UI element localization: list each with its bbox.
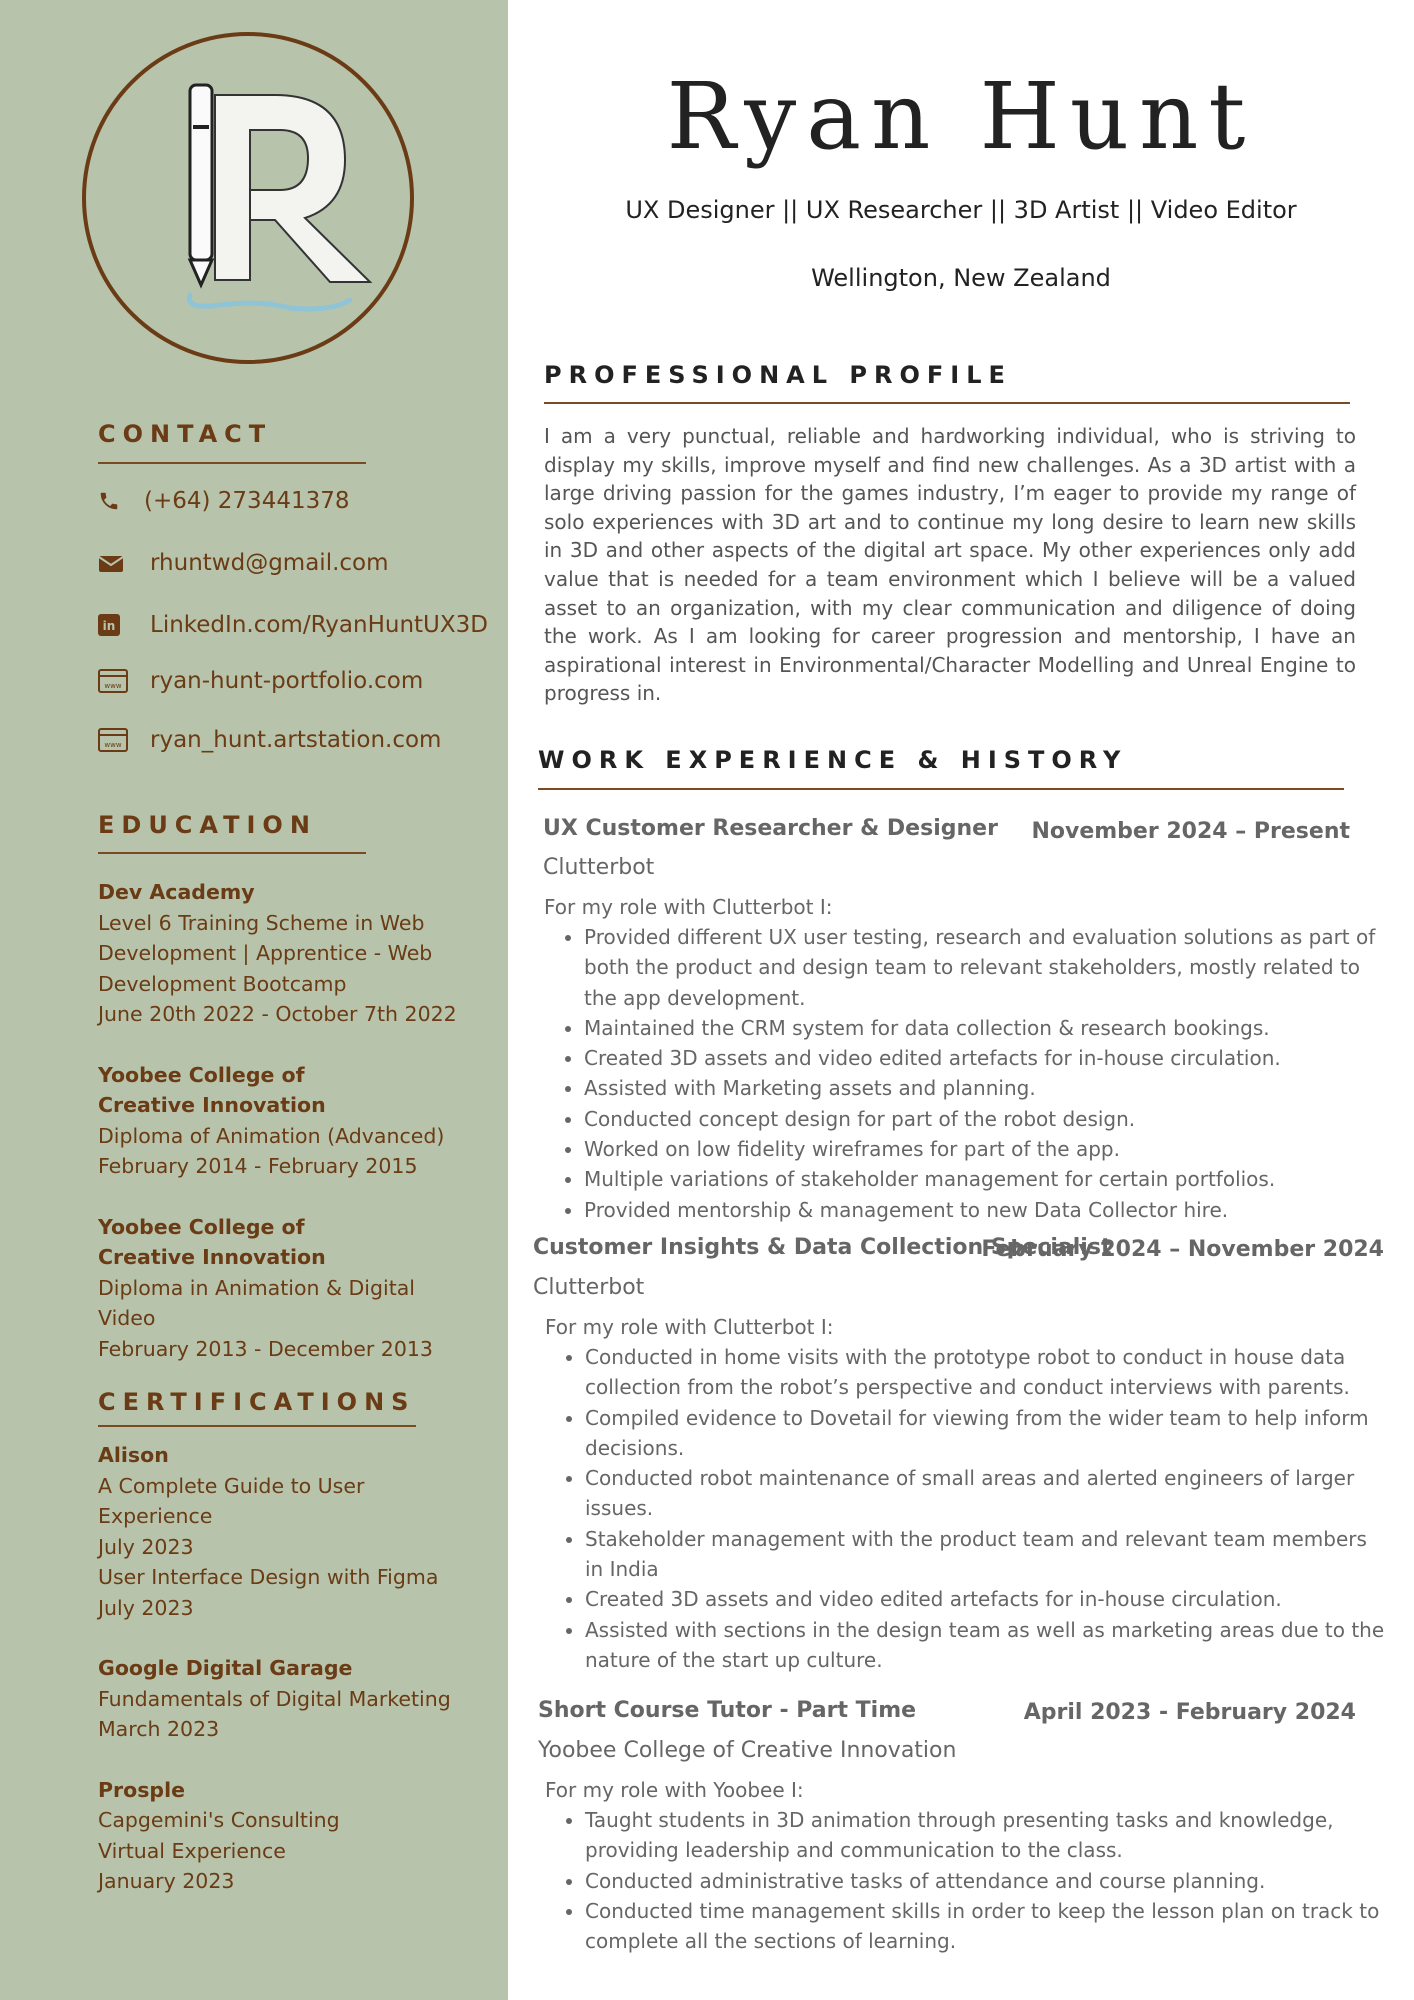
education-program: Level 6 Training Scheme in Web Development | Apprentice - Web Development Bootcamp xyxy=(98,910,433,996)
sidebar xyxy=(0,0,508,2000)
education-dates: June 20th 2022 - October 7th 2022 xyxy=(98,1002,457,1026)
certification-date: July 2023 xyxy=(98,1595,194,1620)
job-dates: April 2023 - February 2024 xyxy=(1023,1700,1356,1725)
contact-portfolio-text: ryan-hunt-portfolio.com xyxy=(150,668,424,694)
education-dates: February 2013 - December 2013 xyxy=(98,1336,433,1361)
profile-divider xyxy=(544,402,1350,404)
certification-issuer: Alison xyxy=(98,1443,169,1467)
candidate-name: Ryan Hunt xyxy=(666,63,1256,170)
certification-course: Fundamentals of Digital Marketing xyxy=(98,1686,451,1711)
list-item: • Maintained the CRM system for data collection & research bookings. xyxy=(584,1013,1384,1043)
certification-issuer: Google Digital Garage xyxy=(98,1656,353,1680)
certification-entry xyxy=(98,1653,478,1745)
job-company: Clutterbot xyxy=(543,855,655,880)
contact-heading: CONTACT xyxy=(98,420,273,448)
education-entry xyxy=(98,1060,478,1182)
list-item: • Conducted concept design for part of the robot design. xyxy=(584,1104,1384,1134)
list-item: • Conducted administrative tasks of attendance and course planning. xyxy=(585,1866,1385,1896)
certification-entry xyxy=(98,1440,478,1623)
certification-course: User Interface Design with Figma xyxy=(98,1565,439,1589)
job-responsibilities xyxy=(545,1342,1385,1675)
work-divider xyxy=(538,788,1344,790)
email-icon xyxy=(98,550,130,576)
svg-text:www: www xyxy=(104,741,122,749)
certification-date: July 2023 xyxy=(98,1534,194,1559)
contact-phone[interactable] xyxy=(98,486,350,516)
job-responsibilities xyxy=(544,922,1384,1225)
certification-entry xyxy=(98,1775,478,1897)
list-item: • Created 3D assets and video edited artefacts for in-house circulation. xyxy=(584,1043,1384,1073)
website-icon xyxy=(98,668,130,694)
list-item: • Taught students in 3D animation through presenting tasks and knowledge, providing leadership and communication to the class. xyxy=(585,1805,1385,1866)
list-item: • Conducted time management skills in order to keep the lesson plan on track to complete all the sections of learning. xyxy=(585,1896,1385,1957)
certifications-divider xyxy=(98,1425,416,1427)
svg-text:www: www xyxy=(104,682,122,690)
profile-heading: PROFESSIONAL PROFILE xyxy=(544,361,1012,389)
job-company: Clutterbot xyxy=(533,1275,645,1300)
education-entry xyxy=(98,1212,478,1365)
job-title: Customer Insights & Data Collection Specialist xyxy=(533,1235,1112,1260)
education-heading: EDUCATION xyxy=(98,811,317,839)
job-intro: For my role with Clutterbot I: xyxy=(544,895,833,919)
list-item: • Conducted in home visits with the prototype robot to conduct in house data collection from the robot’s perspective and conduct interviews with parents. xyxy=(585,1342,1385,1403)
linkedin-icon xyxy=(98,612,130,638)
job-title: UX Customer Researcher & Designer xyxy=(543,816,998,841)
certifications-list xyxy=(98,1440,478,1927)
education-institution: Yoobee College of Creative Innovation xyxy=(98,1214,326,1269)
phone-icon xyxy=(98,488,130,514)
list-item: • Stakeholder management with the product team and relevant team members in India xyxy=(585,1524,1385,1585)
candidate-roles: UX Designer || UX Researcher || 3D Artist || Video Editor xyxy=(625,196,1297,224)
education-program: Diploma in Animation & Digital Video xyxy=(98,1275,415,1330)
job-responsibilities xyxy=(545,1805,1385,1956)
profile-text: I am a very punctual, reliable and hardworking individual, who is striving to display my skills, improve myself and find new challenges. As a 3D artist with a large driving passion for the games industry, I’m eager to provide my range of solo experiences with 3D art and to continue my long desire to learn new skills in 3D and other aspects of the digital art space. My other experiences only add value that is needed for a team environment which I believe will be a valued asset to an organization, with my clear communication and diligence of doing the work. As I am looking for career progression and mentorship, I have an aspirational interest in Environmental/Character Modelling and Unreal Engine to progress in. xyxy=(544,424,1356,706)
education-institution: Dev Academy xyxy=(98,880,255,904)
education-entry xyxy=(98,877,478,1030)
list-item: • Assisted with sections in the design team as well as marketing areas due to the nature of the start up culture. xyxy=(585,1615,1385,1676)
job-company: Yoobee College of Creative Innovation xyxy=(538,1738,957,1763)
candidate-location: Wellington, New Zealand xyxy=(811,264,1111,292)
education-program: Diploma of Animation (Advanced) xyxy=(98,1123,445,1148)
education-divider xyxy=(98,852,366,854)
certification-course: Capgemini's Consulting Virtual Experience xyxy=(98,1808,340,1863)
job-intro: For my role with Yoobee I: xyxy=(545,1778,804,1802)
contact-artstation-text: ryan_hunt.artstation.com xyxy=(150,727,442,753)
contact-linkedin[interactable] xyxy=(98,610,488,640)
list-item: • Provided mentorship & management to new Data Collector hire. xyxy=(584,1195,1384,1225)
list-item: • Created 3D assets and video edited artefacts for in-house circulation. xyxy=(585,1584,1385,1614)
contact-phone-text: (+64) 273441378 xyxy=(144,488,350,514)
list-item: • Compiled evidence to Dovetail for viewing from the wider team to help inform decisions. xyxy=(585,1403,1385,1464)
contact-artstation[interactable] xyxy=(98,725,441,755)
list-item: • Assisted with Marketing assets and planning. xyxy=(584,1073,1384,1103)
certification-issuer: Prosple xyxy=(98,1777,186,1802)
svg-text:in: in xyxy=(102,619,116,633)
education-institution: Yoobee College of Creative Innovation xyxy=(98,1062,326,1117)
certifications-heading: CERTIFICATIONS xyxy=(98,1388,416,1416)
list-item: • Worked on low fidelity wireframes for part of the app. xyxy=(584,1134,1384,1164)
contact-email-text: rhuntwd@gmail.com xyxy=(150,550,389,576)
job-intro: For my role with Clutterbot I: xyxy=(545,1315,834,1339)
contact-divider xyxy=(98,462,366,464)
list-item: • Multiple variations of stakeholder management for certain portfolios. xyxy=(584,1164,1384,1194)
contact-email[interactable] xyxy=(98,548,389,578)
job-dates: February 2024 – November 2024 xyxy=(981,1237,1384,1262)
contact-portfolio[interactable] xyxy=(98,666,423,696)
website-icon xyxy=(98,727,130,753)
work-heading: WORK EXPERIENCE & HISTORY xyxy=(538,746,1128,774)
list-item: • Provided different UX user testing, research and evaluation solutions as part of both the product and design team to relevant stakeholders, mostly related to the app development. xyxy=(584,922,1384,1013)
certification-date: March 2023 xyxy=(98,1717,220,1741)
logo xyxy=(80,30,416,366)
contact-linkedin-text: LinkedIn.com/RyanHuntUX3D xyxy=(150,612,488,638)
list-item: • Conducted robot maintenance of small areas and alerted engineers of larger issues. xyxy=(585,1463,1385,1524)
education-list xyxy=(98,877,478,1394)
job-dates: November 2024 – Present xyxy=(1031,819,1350,844)
certification-date: January 2023 xyxy=(98,1869,235,1893)
job-title: Short Course Tutor - Part Time xyxy=(538,1698,917,1723)
education-dates: February 2014 - February 2015 xyxy=(98,1154,418,1178)
certification-course: A Complete Guide to User Experience xyxy=(98,1473,365,1528)
